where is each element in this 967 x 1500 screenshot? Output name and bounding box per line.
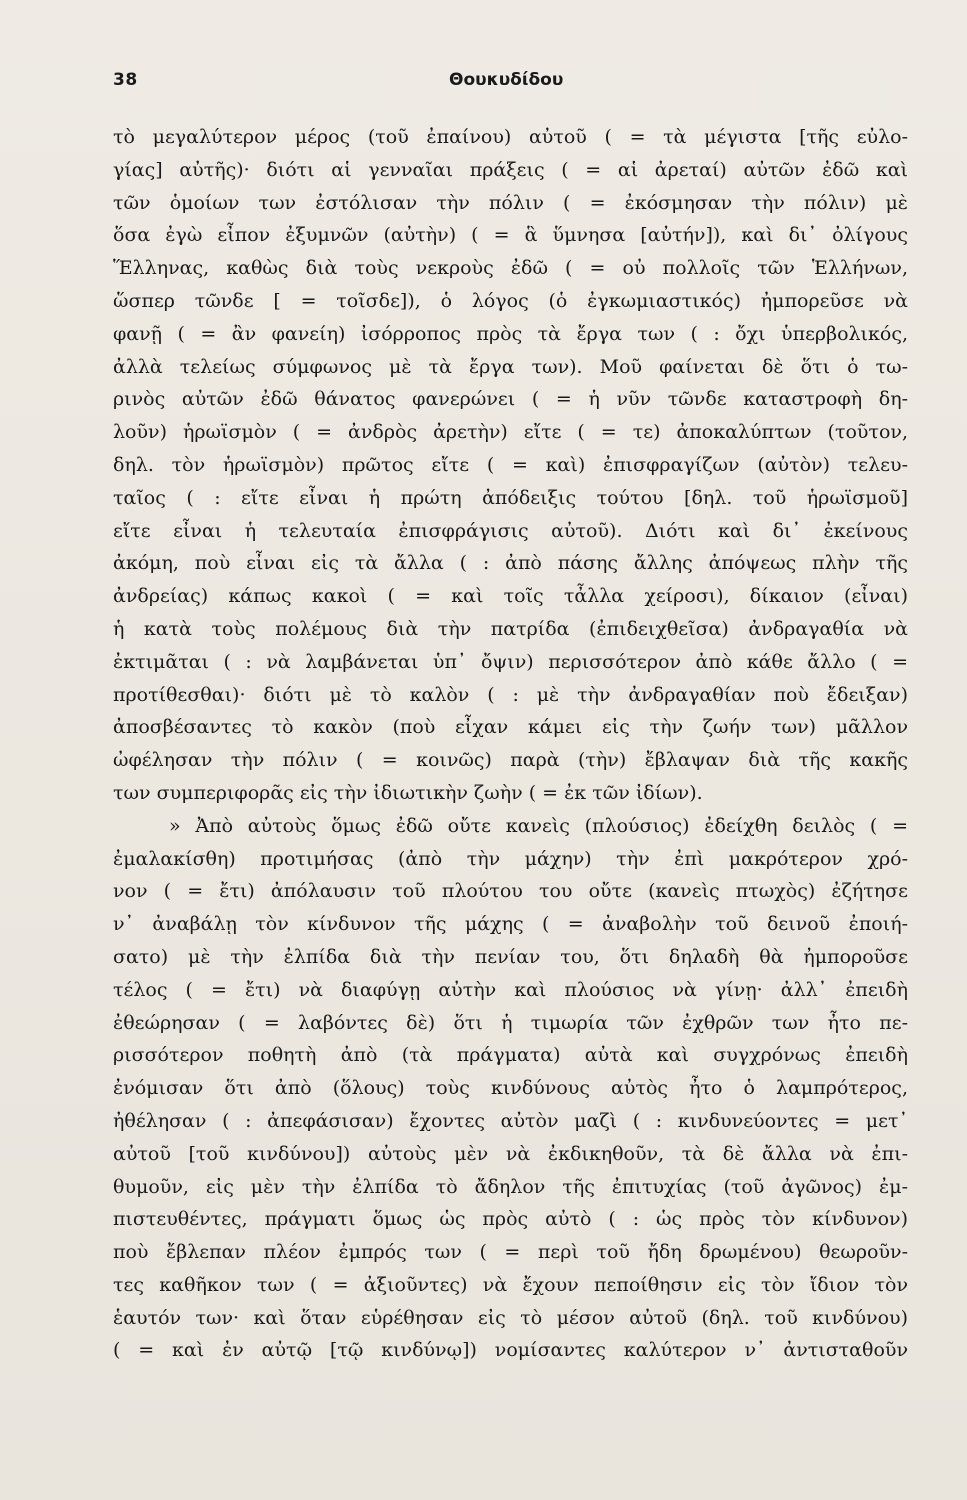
running-title: Θουκυδίδου [449, 70, 564, 90]
text-line: ἀνδρείας) κάπως κακοὶ ( = καὶ τοῖς τἆλλα χείροσι), δίκαιον (εἶναι) [113, 585, 908, 608]
text-line: εἴτε εἶναι ἡ τελευταία ἐπισφράγισις αὐτοῦ). Διότι καὶ δι᾽ ἐκείνους [113, 519, 908, 542]
text-line: φανῇ ( = ἂν φανείη) ἰσόρροπος πρὸς τὰ ἔργα των ( : ὄχι ὑπερβολικός, [113, 322, 908, 345]
text-line: τὸ μεγαλύτερον μέρος (τοῦ ἐπαίνου) αὐτοῦ ( = τὰ μέγιστα [τῆς εὐλο- [113, 126, 908, 148]
text-line: ρισσότερον ποθητὴ ἀπὸ (τὰ πράγματα) αὐτὰ καὶ συγχρόνως ἐπειδὴ [113, 1044, 908, 1067]
text-line: πιστευθέντες, πράγματι ὅμως ὡς πρὸς αὐτὸ ( : ὡς πρὸς τὸν κίνδυνον) [113, 1208, 908, 1231]
text-line: ὥσπερ τῶνδε [ = τοῖσδε]), ὁ λόγος (ὁ ἐγκωμιαστικός) ἠμπορεῦσε νὰ [113, 289, 908, 312]
text-line: αὐτοῦ [τοῦ κινδύνου]) αὐτοὺς μὲν νὰ ἐκδικηθοῦν, τὰ δὲ ἄλλα νὰ ἐπι- [113, 1142, 908, 1165]
text-line: ἐθεώρησαν ( = λαβόντες δὲ) ὅτι ἡ τιμωρία τῶν ἐχθρῶν των ἦτο πε- [113, 1011, 908, 1034]
text-line: τες καθῆκον των ( = ἀξιοῦντες) νὰ ἔχουν πεποίθησιν εἰς τὸν ἴδιον τὸν [113, 1273, 908, 1296]
text-line: Ἕλληνας, καθὼς διὰ τοὺς νεκροὺς ἐδῶ ( = οὐ πολλοῖς τῶν Ἑλλήνων, [113, 257, 908, 280]
text-line: τῶν ὁμοίων των ἐστόλισαν τὴν πόλιν ( = ἐκόσμησαν τὴν πόλιν) μὲ [113, 191, 908, 214]
text-line: ἐνόμισαν ὅτι ἀπὸ (ὅλους) τοὺς κινδύνους αὐτὸς ἦτο ὁ λαμπρότερος, [113, 1077, 908, 1100]
page-header [113, 70, 908, 100]
text-line: ν᾽ ἀναβάλῃ τὸν κίνδυνον τῆς μάχης ( = ἀναβολὴν τοῦ δεινοῦ ἐποιή- [113, 913, 908, 936]
text-line: προτίθεσθαι)· διότι μὲ τὸ καλὸν ( : μὲ τὴν ἀνδραγαθίαν ποὺ ἔδειξαν) [113, 683, 908, 706]
body-text [113, 121, 908, 1367]
text-line: ἀκόμη, ποὺ εἶναι εἰς τὰ ἄλλα ( : ἀπὸ πάσης ἄλλης ἀπόψεως πλὴν τῆς [113, 552, 908, 575]
text-line: λοῦν) ἡρωϊσμὸν ( = ἀνδρὸς ἀρετὴν) εἴτε ( = τε) ἀποκαλύπτων (τοῦτον, [113, 421, 908, 444]
text-line: ἐμαλακίσθη) προτιμήσας (ἀπὸ τὴν μάχην) τὴν ἐπὶ μακρότερον χρό- [113, 847, 908, 870]
text-line: ρινὸς αὐτῶν ἐδῶ θάνατος φανερώνει ( = ἡ νῦν τῶνδε καταστροφὴ δη- [113, 388, 908, 411]
text-line: δηλ. τὸν ἡρωϊσμὸν) πρῶτος εἴτε ( = καὶ) ἐπισφραγίζων (αὐτὸν) τελευ- [113, 453, 908, 476]
text-line: ἐκτιμᾶται ( : νὰ λαμβάνεται ὑπ᾽ ὄψιν) περισσότερον ἀπὸ κάθε ἄλλο ( = [113, 650, 908, 673]
text-line: ποὺ ἔβλεπαν πλέον ἐμπρός των ( = περὶ τοῦ ἤδη δρωμένου) θεωροῦν- [113, 1241, 908, 1264]
text-line: ὅσα ἐγὼ εἶπον ἐξυμνῶν (αὐτὴν) ( = ἃ ὕμνησα [αὐτήν]), καὶ δι᾽ ὀλίγους [113, 224, 908, 247]
text-line: των συμπεριφορᾶς εἰς τὴν ἰδιωτικὴν ζωὴν ( = ἐκ τῶν ἰδίων). [113, 781, 703, 804]
text-line: σατο) μὲ τὴν ἐλπίδα διὰ τὴν πενίαν του, ὅτι δηλαδὴ θὰ ἠμποροῦσε [113, 945, 908, 968]
text-line: ὠφέλησαν τὴν πόλιν ( = κοινῶς) παρὰ (τὴν) ἔβλαψαν διὰ τῆς κακῆς [113, 749, 908, 772]
text-line: ἑαυτόν των· καὶ ὅταν εὑρέθησαν εἰς τὸ μέσον αὐτοῦ (δηλ. τοῦ κινδύνου) [113, 1306, 908, 1329]
text-line: ἀλλὰ τελείως σύμφωνος μὲ τὰ ἔργα των). Μοῦ φαίνεται δὲ ὅτι ὁ τω- [113, 355, 908, 378]
text-line: νον ( = ἔτι) ἀπόλαυσιν τοῦ πλούτου του οὔτε (κανεὶς πτωχὸς) ἐζήτησε [113, 880, 908, 903]
text-line: ταῖος ( : εἴτε εἶναι ἡ πρώτη ἀπόδειξις τούτου [δηλ. τοῦ ἡρωϊσμοῦ] [113, 486, 908, 509]
text-line: ἠθέλησαν ( : ἀπεφάσισαν) ἔχοντες αὐτὸν μαζὶ ( : κινδυνεύοντες = μετ᾽ [113, 1109, 908, 1132]
text-line: ( = καὶ ἐν αὐτῷ [τῷ κινδύνῳ]) νομίσαντες καλύτερον ν᾽ ἀντισταθοῦν [113, 1339, 908, 1362]
text-line: γίας] αὐτῆς)· διότι αἱ γενναῖαι πράξεις ( = αἱ ἀρεταί) αὐτῶν ἐδῶ καὶ [113, 158, 908, 181]
text-line: ἀποσβέσαντες τὸ κακὸν (ποὺ εἶχαν κάμει εἰς τὴν ζωήν των) μᾶλλον [113, 716, 908, 739]
page-number: 38 [113, 70, 138, 90]
text-line: » Ἀπὸ αὐτοὺς ὅμως ἐδῶ οὔτε κανεὶς (πλούσιος) ἐδείχθη δειλὸς ( = [169, 814, 908, 837]
text-line: τέλος ( = ἔτι) νὰ διαφύγῃ αὐτὴν καὶ πλούσιος νὰ γίνῃ· ἀλλ᾽ ἐπειδὴ [113, 978, 908, 1001]
text-line: ἡ κατὰ τοὺς πολέμους διὰ τὴν πατρίδα (ἐπιδειχθεῖσα) ἀνδραγαθία νὰ [113, 617, 908, 640]
text-line: θυμοῦν, εἰς μὲν τὴν ἐλπίδα τὸ ἄδηλον τῆς ἐπιτυχίας (τοῦ ἀγῶνος) ἐμ- [113, 1175, 908, 1198]
